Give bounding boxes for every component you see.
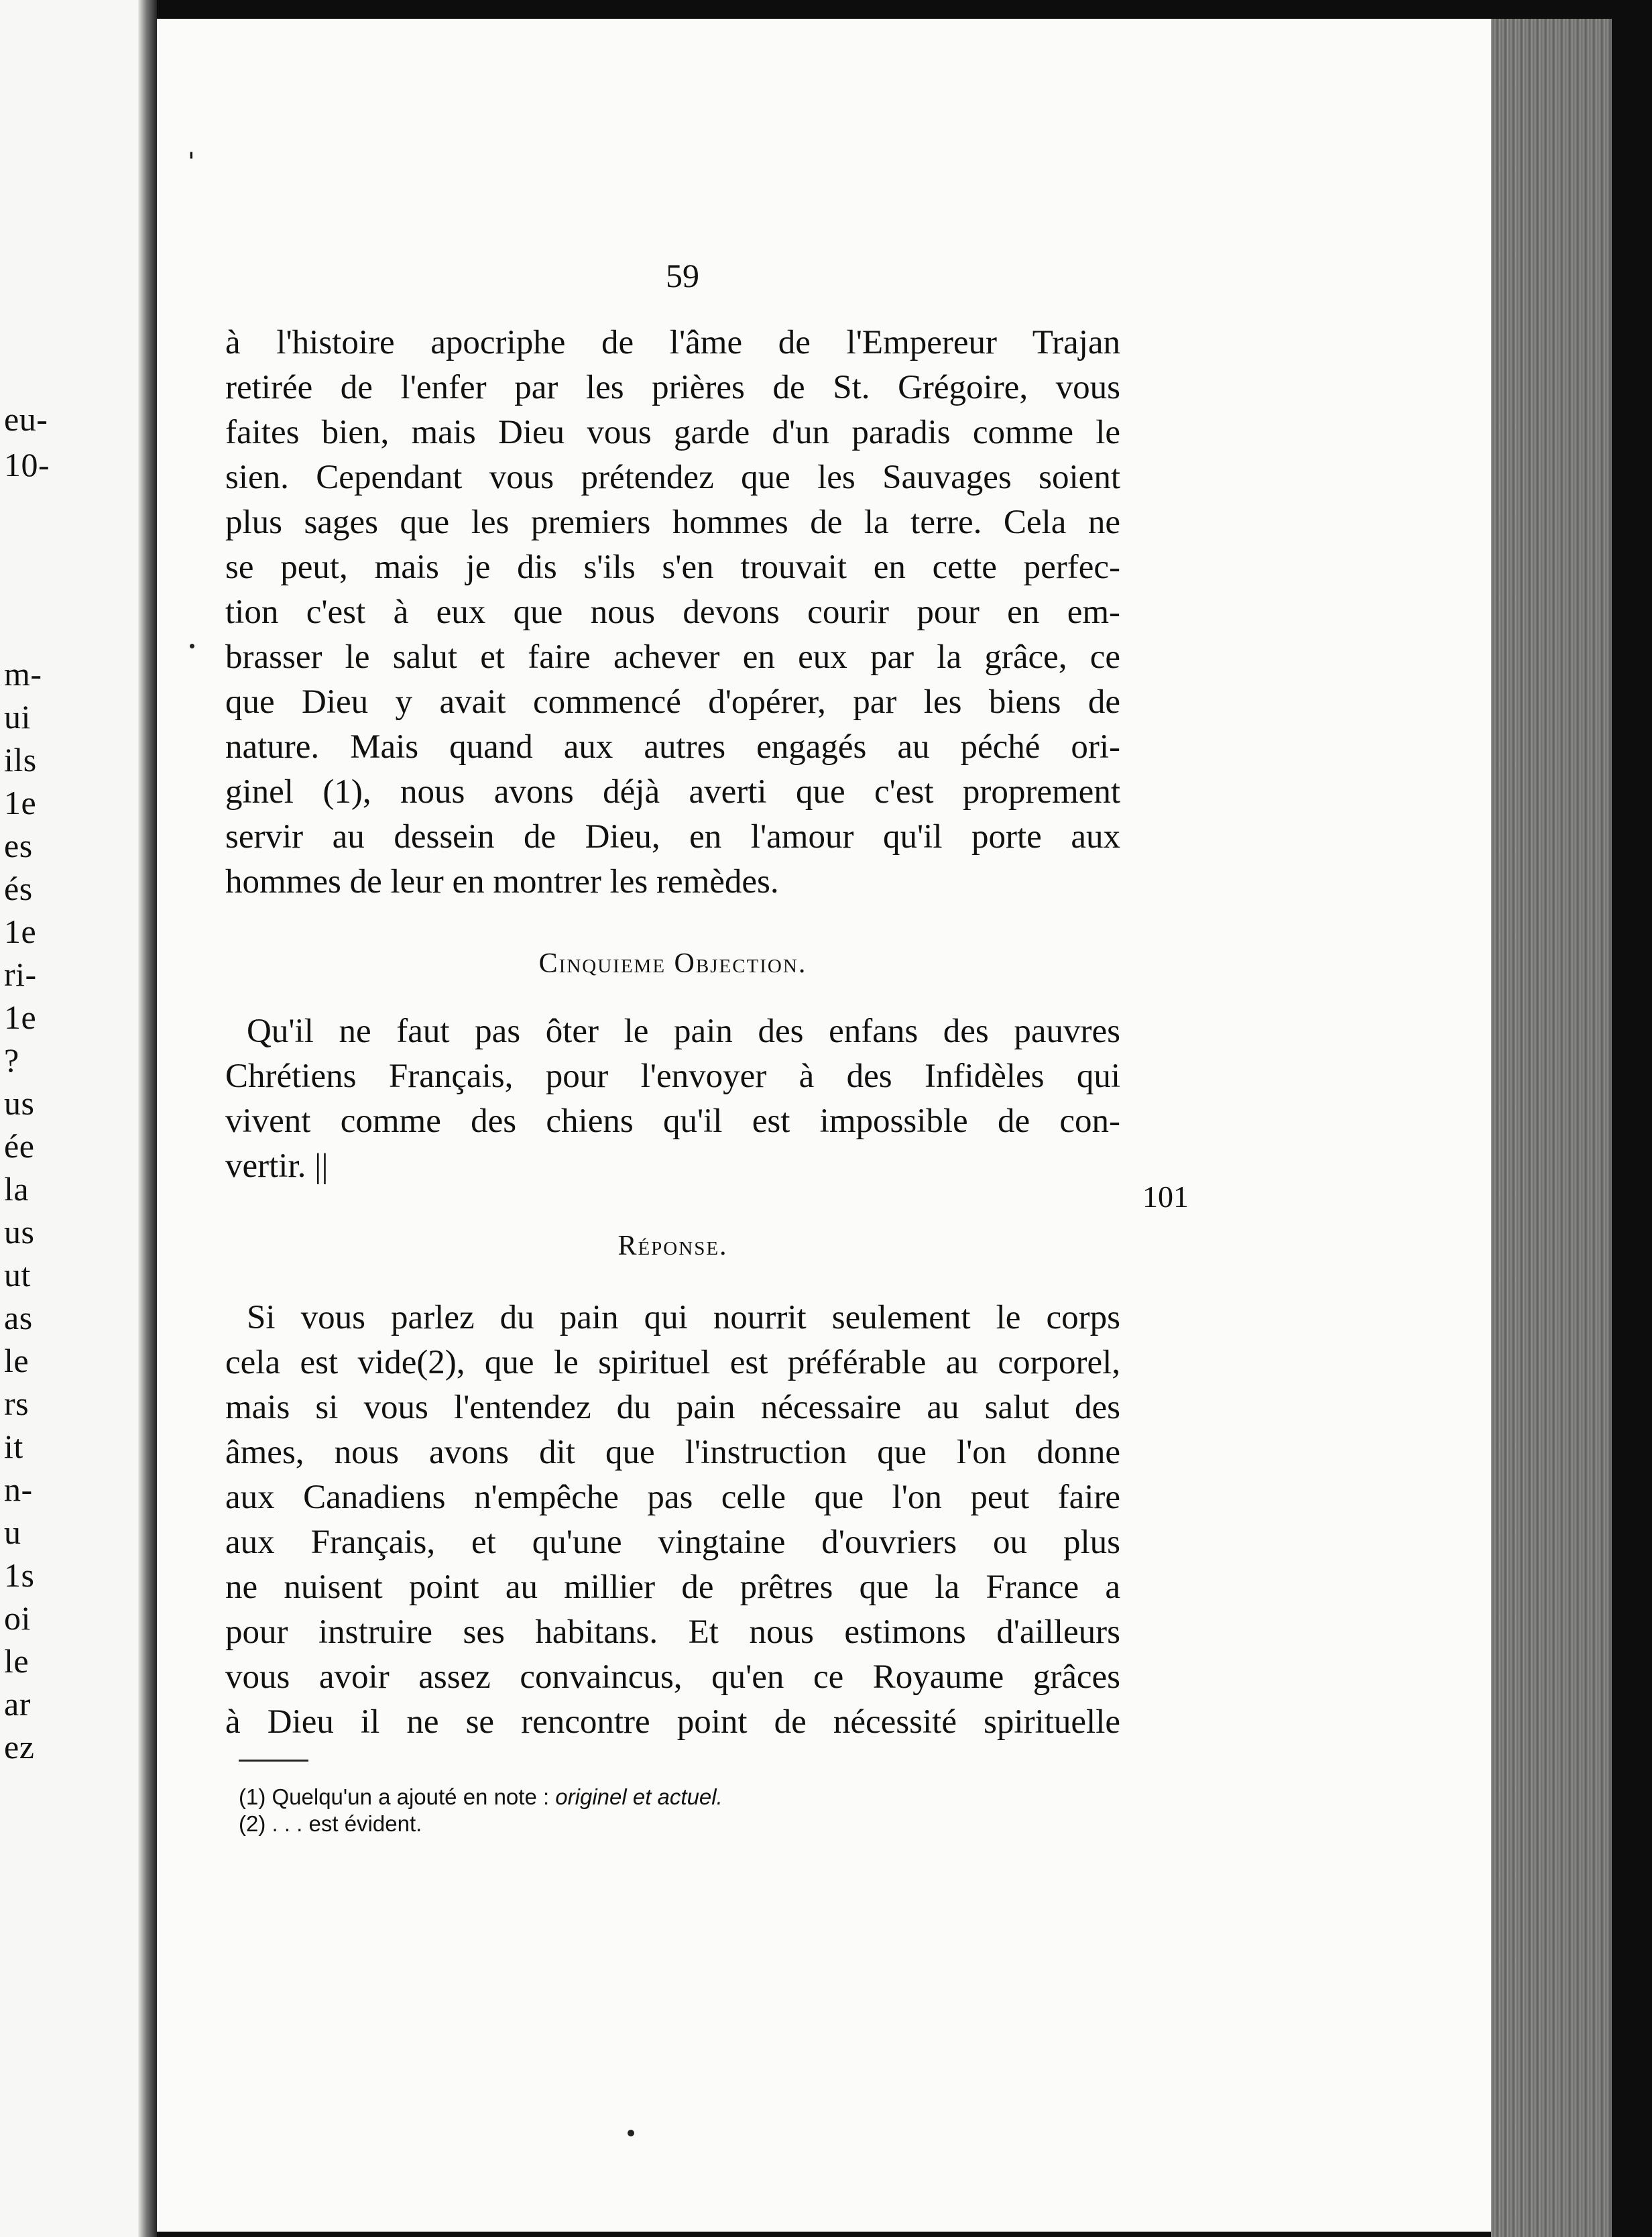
- facing-page-fragment: ut: [4, 1256, 31, 1294]
- stray-mark: ˈ: [184, 145, 198, 190]
- text-line: faites bien, mais Dieu vous garde d'un paradis comme le: [225, 414, 1120, 451]
- text-line: vertir. ||: [225, 1147, 329, 1185]
- text-line: ginel (1), nous avons déjà averti que c'est proprement: [225, 773, 1120, 811]
- footnote-2: (2) . . . est évident.: [239, 1811, 422, 1836]
- facing-page-fragment: le: [4, 1342, 30, 1379]
- facing-page-fragment: 1s: [4, 1556, 35, 1594]
- facing-page-fragment: ri-: [4, 956, 37, 993]
- book-gutter: [138, 0, 157, 2237]
- text-line: sien. Cependant vous prétendez que les Sauvages soient: [225, 459, 1120, 496]
- facing-page-fragment: us: [4, 1213, 35, 1251]
- paragraph-3: [225, 1296, 1120, 1745]
- text-line: âmes, nous avons dit que l'instruction que l'on donne: [225, 1434, 1120, 1471]
- margin-reference-number: 101: [1142, 1180, 1189, 1214]
- facing-page-fragment: m-: [4, 655, 42, 693]
- facing-page-fragment: u: [4, 1513, 21, 1551]
- text-line: hommes de leur en montrer les remèdes.: [225, 863, 779, 901]
- facing-page-fragment: és: [4, 870, 33, 907]
- paragraph-1: [225, 321, 1120, 905]
- facing-page-fragment: ar: [4, 1685, 31, 1723]
- facing-page-fragment: le: [4, 1642, 30, 1680]
- footnote-1: [239, 1784, 976, 1811]
- section-heading-objection: Cinquieme Objection.: [538, 948, 807, 979]
- text-line: aux Canadiens n'empêche pas celle que l'on peut faire: [225, 1479, 1120, 1516]
- text-line: vivent comme des chiens qu'il est impossible de con-: [225, 1102, 1120, 1140]
- footnote-1-italic: originel et actuel.: [555, 1784, 723, 1809]
- text-line: Chrétiens Français, pour l'envoyer à des Infidèles qui: [225, 1057, 1120, 1095]
- footnote-rule: [239, 1760, 308, 1762]
- page-edge-shadow: [1612, 19, 1652, 2237]
- text-line: retirée de l'enfer par les prières de St. Grégoire, vous: [225, 369, 1120, 406]
- paragraph-2: [225, 1009, 1120, 1189]
- page-body: [225, 321, 1120, 1745]
- facing-page-text-fragments: [0, 0, 138, 2237]
- facing-page-fragment: 1e: [4, 913, 37, 950]
- text-line: se peut, mais je dis s'ils s'en trouvait en cette perfec-: [225, 549, 1120, 586]
- text-line: servir au dessein de Dieu, en l'amour qu'il porte aux: [225, 818, 1120, 856]
- facing-page-fragment: ?: [4, 1041, 19, 1079]
- footnote-1-text: (1) Quelqu'un a ajouté en note :: [239, 1784, 556, 1809]
- text-line: que Dieu y avait commencé d'opérer, par les biens de: [225, 683, 1120, 721]
- facing-page-fragment: as: [4, 1299, 33, 1336]
- facing-page-fragment: it: [4, 1428, 23, 1465]
- footnotes: [239, 1784, 976, 1837]
- facing-page-fragment: eu-: [4, 400, 48, 438]
- facing-page-fragment: 1e: [4, 784, 37, 821]
- text-line: à Dieu il ne se rencontre point de nécessité spirituelle: [225, 1703, 1120, 1741]
- text-line: plus sages que les premiers hommes de la terre. Cela ne: [225, 504, 1120, 541]
- text-line: ne nuisent point au millier de prêtres que la France a: [225, 1568, 1120, 1606]
- text-line: nature. Mais quand aux autres engagés au péché ori-: [225, 728, 1120, 766]
- text-line: vous avoir assez convaincus, qu'en ce Royaume grâces: [225, 1658, 1120, 1696]
- section-heading-reponse: Réponse.: [617, 1230, 728, 1261]
- text-line: brasser le salut et faire achever en eux par la grâce, ce: [225, 638, 1120, 676]
- text-line: Qu'il ne faut pas ôter le pain des enfans des pauvres: [247, 1013, 1120, 1050]
- facing-page-fragment: es: [4, 827, 33, 864]
- facing-page-fragment: ils: [4, 741, 37, 779]
- text-line: Si vous parlez du pain qui nourrit seulement le corps: [247, 1299, 1120, 1336]
- facing-page-fragment: oi: [4, 1599, 31, 1637]
- text-line: cela est vide(2), que le spirituel est préférable au corporel,: [225, 1344, 1120, 1381]
- page-number: 59: [666, 257, 699, 294]
- facing-page-fragment: 10-: [4, 446, 50, 483]
- facing-page-fragment: ée: [4, 1127, 35, 1165]
- text-line: pour instruire ses habitans. Et nous estimons d'ailleurs: [225, 1613, 1120, 1651]
- facing-page-fragment: ez: [4, 1728, 35, 1766]
- facing-page-fragment: n-: [4, 1471, 33, 1508]
- text-line: aux Français, et qu'une vingtaine d'ouvriers ou plus: [225, 1524, 1120, 1561]
- text-line: à l'histoire apocriphe de l'âme de l'Empereur Trajan: [225, 324, 1120, 361]
- stray-dot: [628, 2130, 634, 2136]
- stray-dot: [190, 644, 194, 648]
- facing-page-fragment: rs: [4, 1385, 30, 1422]
- text-line: tion c'est à eux que nous devons courir pour en em-: [225, 593, 1120, 631]
- facing-page-fragment: la: [4, 1170, 30, 1208]
- facing-page-left: [0, 0, 138, 2237]
- facing-page-fragment: ui: [4, 698, 31, 736]
- facing-page-fragment: 1e: [4, 998, 37, 1036]
- facing-page-fragment: us: [4, 1084, 35, 1122]
- text-line: mais si vous l'entendez du pain nécessaire au salut des: [225, 1389, 1120, 1426]
